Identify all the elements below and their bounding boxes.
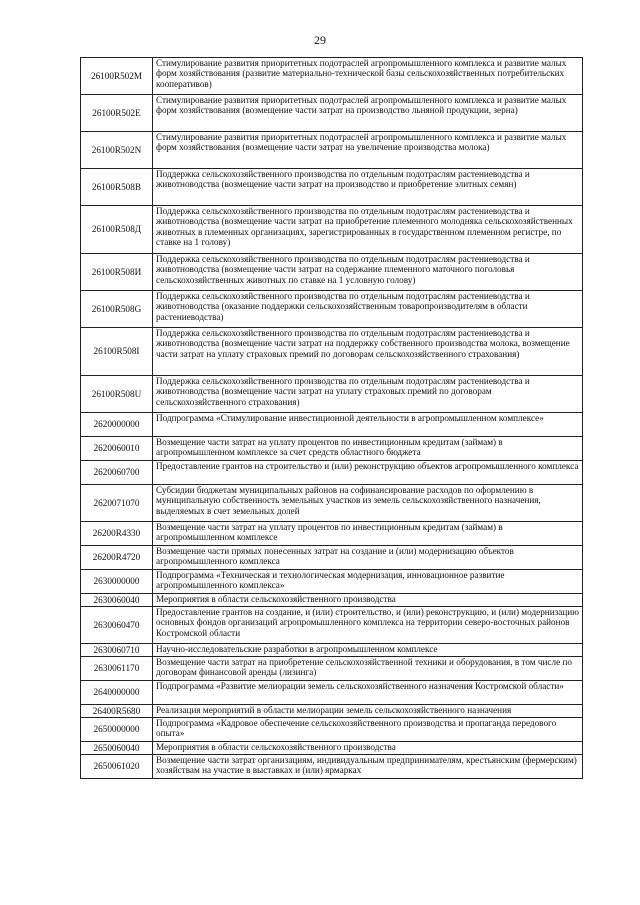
table-row [81,376,583,413]
budget-code-cell: 2620071070 [81,485,153,522]
budget-code-cell: 2650060040 [81,742,153,755]
budget-code-cell: 2630061170 [81,657,153,681]
description-cell: Предоставление грантов на строительство и (или) реконструкцию объектов агропромышленного комплекса [153,461,583,485]
budget-code-cell: 2630060710 [81,644,153,657]
table-row [81,742,583,755]
description-cell: Субсидии бюджетам муниципальных районов на софинансирование расходов по оформлению в муниципальную собственность земельных участков из земель сельскохозяйственного назначения, выделяемых в счет земельных долей [153,485,583,522]
table-row [81,594,583,607]
table-row [81,485,583,522]
table-row [81,95,583,132]
budget-code-cell: 2650000000 [81,718,153,742]
table-row [81,607,583,644]
table-row [81,254,583,291]
budget-code-cell: 26100R502N [81,132,153,169]
table-row [81,206,583,254]
description-cell: Стимулирование развития приоритетных подотраслей агропромышленного комплекса и развитие малых форм хозяйствования (развитие материально-технической базы сельскохозяйственных потребительских кооперативов) [153,58,583,95]
budget-code-cell: 26400R5680 [81,705,153,718]
description-cell: Подпрограмма «Стимулирование инвестиционной деятельности в агропромышленном комплексе» [153,413,583,437]
table-row [81,546,583,570]
budget-code-cell: 26100R508G [81,291,153,328]
budget-code-cell: 2630060040 [81,594,153,607]
budget-code-table [80,57,583,779]
budget-code-cell: 2620000000 [81,413,153,437]
description-cell: Поддержка сельскохозяйственного производства по отдельным подотраслям растениеводства и животноводства (возмещение части затрат на содержание племенного маточного поголовья сельскохозяйственных животных по ставке на 1 условную голову) [153,254,583,291]
description-cell: Поддержка сельскохозяйственного производства по отдельным подотраслям растениеводства и животноводства (возмещение части затрат на приобретение племенного молодняка сельскохозяйственных животных в племенных организациях, зарегистрированных в государственном племенном регистре, по ставке на 1 голову) [153,206,583,254]
description-cell: Подпрограмма «Техническая и технологическая модернизация, инновационное развитие агропромышленного комплекса» [153,570,583,594]
budget-code-cell: 26200R4330 [81,522,153,546]
description-cell: Поддержка сельскохозяйственного производства по отдельным подотраслям растениеводства и животноводства (возмещение части затрат на производство и приобретение элитных семян) [153,169,583,206]
budget-code-cell: 2630000000 [81,570,153,594]
table-row [81,328,583,376]
description-cell: Поддержка сельскохозяйственного производства по отдельным подотраслям растениеводства и животноводства (возмещение части затрат на уплату страховых премий по договорам сельскохозяйственного страхования) [153,376,583,413]
description-cell: Стимулирование развития приоритетных подотраслей агропромышленного комплекса и развитие малых форм хозяйствования (возмещение части затрат на производство льняной продукции, зерна) [153,95,583,132]
budget-code-cell: 2620060700 [81,461,153,485]
table-row [81,461,583,485]
budget-code-cell: 26200R4720 [81,546,153,570]
description-cell: Предоставление грантов на создание, и (или) строительство, и (или) реконструкцию, и (или) модернизацию основных фондов организаций агропромышленного комплекса на территории северо-восточных районов Костромской области [153,607,583,644]
description-cell: Возмещение части прямых понесенных затрат на создание и (или) модернизацию объектов агропромышленного комплекса [153,546,583,570]
description-cell: Возмещение части затрат на приобретение сельскохозяйственной техники и оборудования, в том числе по договорам финансовой аренды (лизинга) [153,657,583,681]
table-body [81,58,583,779]
budget-code-cell: 26100R502E [81,95,153,132]
description-cell: Стимулирование развития приоритетных подотраслей агропромышленного комплекса и развитие малых форм хозяйствования (возмещение части затрат на увеличение производства молока) [153,132,583,169]
table-row [81,705,583,718]
table-row [81,291,583,328]
table-row [81,437,583,461]
table-row [81,132,583,169]
description-cell: Мероприятия в области сельскохозяйственного производства [153,594,583,607]
description-cell: Реализация мероприятий в области мелиорации земель сельскохозяйственного назначения [153,705,583,718]
table-row [81,522,583,546]
description-cell: Подпрограмма «Кадровое обеспечение сельскохозяйственного производства и пропаганда передового опыта» [153,718,583,742]
budget-code-cell: 26100R508I [81,328,153,376]
budget-code-cell: 2620060010 [81,437,153,461]
budget-code-cell: 2640000000 [81,681,153,705]
budget-code-cell: 26100R508Д [81,206,153,254]
description-cell: Возмещение части затрат на уплату процентов по инвестиционным кредитам (займам) в агропромышленном комплексе [153,522,583,546]
table-row [81,681,583,705]
budget-code-cell: 26100R508И [81,254,153,291]
description-cell: Подпрограмма «Развитие мелиорации земель сельскохозяйственного назначения Костромской области» [153,681,583,705]
table-row [81,58,583,95]
budget-code-cell: 26100R508U [81,376,153,413]
description-cell: Возмещение части затрат организациям, индивидуальным предпринимателям, крестьянским (фермерским) хозяйствам на участие в выставках и (или) ярмарках [153,755,583,779]
table-row [81,169,583,206]
table-row [81,413,583,437]
budget-code-cell: 26100R502M [81,58,153,95]
description-cell: Научно-исследовательские разработки в агропромышленном комплексе [153,644,583,657]
table-row [81,644,583,657]
page-number: 29 [314,33,326,47]
description-cell: Возмещение части затрат на уплату процентов по инвестиционным кредитам (займам) в агропромышленном комплексе за счет средств областного бюджета [153,437,583,461]
description-cell: Поддержка сельскохозяйственного производства по отдельным подотраслям растениеводства и животноводства (оказание поддержки сельскохозяйственным товаропроизводителям в области растениеводства) [153,291,583,328]
table-row [81,755,583,779]
description-cell: Мероприятия в области сельскохозяйственного производства [153,742,583,755]
budget-code-cell: 26100R508B [81,169,153,206]
table-row [81,570,583,594]
table-row [81,718,583,742]
table-row [81,657,583,681]
budget-code-cell: 2630060470 [81,607,153,644]
budget-code-cell: 2650061020 [81,755,153,779]
description-cell: Поддержка сельскохозяйственного производства по отдельным подотраслям растениеводства и животноводства (возмещение части затрат на поддержку собственного производства молока, возмещение части затрат на уплату страховых премий по договорам сельскохозяйственного страхования) [153,328,583,376]
